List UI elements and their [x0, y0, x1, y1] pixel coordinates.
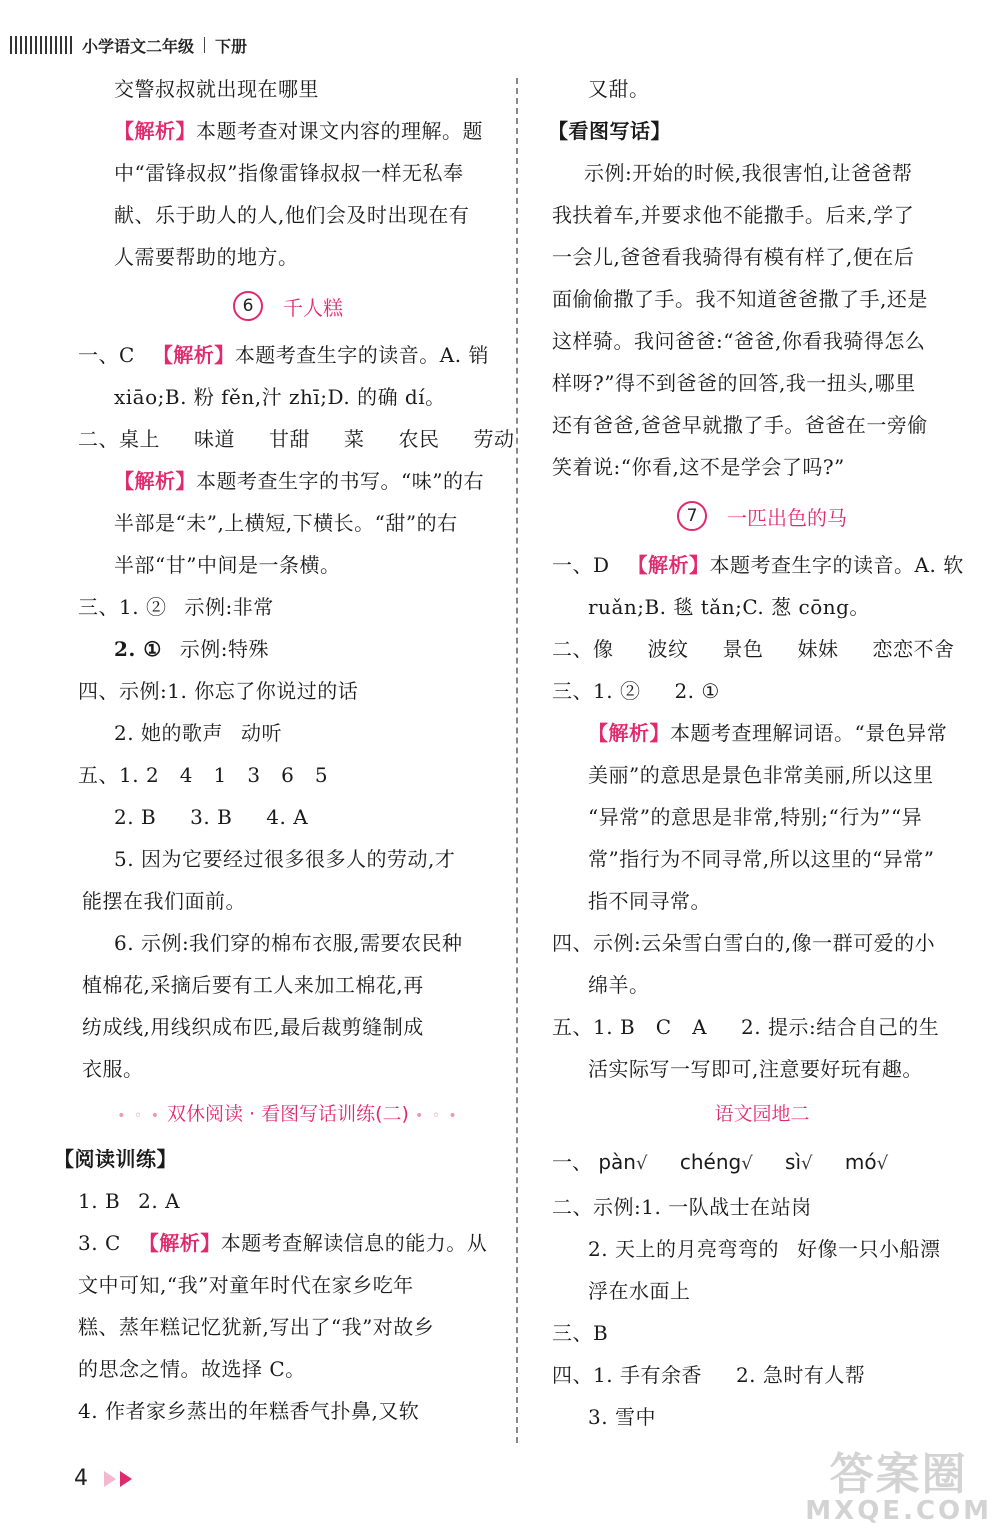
text-line: 面偷偷撒了手。我不知道爸爸撒了手,还是 [552, 287, 928, 311]
watermark-logo: 答案圈 [829, 1449, 968, 1500]
arrow-right-icon [104, 1471, 116, 1487]
text-line: 绵羊。 [588, 973, 650, 997]
text-line: 文中可知,“我”对童年时代在家乡吃年 [78, 1273, 414, 1297]
pinyin-word [845, 1150, 888, 1174]
check-mark-icon: √ [876, 1153, 889, 1174]
answer-text: 2. B [114, 805, 157, 829]
answer-word: 恋恋不舍 [872, 637, 955, 661]
analysis-text: 本题考查生字的读音。A. 销 [234, 343, 489, 367]
analysis-tag: 【解析】 [152, 343, 235, 367]
lesson-number: 6 [233, 291, 263, 321]
watermark [805, 1438, 992, 1526]
text-line: 又甜。 [588, 77, 650, 101]
pinyin-text: mó [844, 1150, 877, 1174]
text-line: 活实际写一写即可,注意要好玩有趣。 [588, 1057, 923, 1081]
lesson-title: 一匹出色的马 [727, 505, 847, 530]
answer-text: 好像一只小船漂 [796, 1237, 941, 1261]
lesson-number: 7 [677, 501, 707, 531]
answer-head: 一、C [78, 343, 135, 367]
text-line: xiāo;B. 粉 fěn,汁 zhī;D. 的确 dí。 [114, 385, 446, 409]
answer-line: 五、1. 2 4 1 3 6 5 [78, 763, 329, 787]
text-line: 3. 雪中 [588, 1405, 656, 1429]
analysis-tag: 【解析】 [627, 553, 710, 577]
text-line: 三、B [552, 1321, 609, 1345]
header-bars-decoration [10, 36, 72, 54]
text-line: 交警叔叔就出现在哪里 [114, 77, 319, 101]
text-line: 植棉花,采摘后要有工人来加工棉花,再 [82, 973, 424, 997]
answer-text: 1. 你忘了你说过的话 [167, 679, 359, 703]
answer-text: 2. ① [674, 679, 720, 703]
answer-line [78, 1222, 498, 1264]
answer-word: 景色 [722, 637, 764, 661]
answer-line [78, 418, 515, 460]
pinyin-answer-line [552, 1138, 972, 1186]
analysis-text: 本题考查生字的书写。“味”的右 [196, 469, 484, 493]
page-header [10, 30, 247, 60]
answer-line [552, 1006, 972, 1048]
page-number: 4 [74, 1466, 88, 1491]
answer-head: 一、D [552, 553, 610, 577]
answer-head: 2. ① [114, 637, 162, 661]
answer-word: 像 [593, 637, 614, 661]
right-column [548, 68, 972, 1438]
answer-line [552, 670, 972, 712]
section-heading [552, 1090, 972, 1138]
pinyin-word [680, 1150, 753, 1174]
answer-text: 五、1. B C A [552, 1015, 708, 1039]
text-line: 常”指行为不同寻常,所以这里的“异常” [588, 847, 935, 871]
analysis-text: 本题考查生字的读音。A. 软 [709, 553, 964, 577]
answer-word: 味道 [194, 427, 235, 451]
text-line: 4. 作者家乡蒸出的年糕香气扑鼻,又软 [78, 1399, 420, 1423]
answer-word: 菜 [344, 427, 365, 451]
text-line: 5. 因为它要经过很多很多人的劳动,才 [114, 847, 456, 871]
text-line: 美丽”的意思是景色非常美丽,所以这里 [588, 763, 934, 787]
answer-text: 示例:特殊 [179, 637, 270, 661]
analysis-text: 本题考查解读信息的能力。从 [220, 1231, 488, 1255]
answer-word: 农民 [398, 427, 440, 451]
answer-head: 二、 [552, 637, 593, 661]
answer-text: 1. B [78, 1189, 121, 1213]
pinyin-word [598, 1150, 647, 1174]
text-line: 还有爸爸,爸爸早就撒了手。爸爸在一旁偷 [552, 413, 928, 437]
page-footer [74, 1466, 136, 1491]
answer-head: 三、1. ② [78, 595, 167, 619]
answer-line [78, 628, 498, 670]
text-line: 样呀?”得不到爸爸的回答,我一扭头,哪里 [552, 371, 916, 395]
dots-decoration: • ◦ • [415, 1108, 459, 1124]
analysis-tag: 【解析】 [114, 469, 196, 493]
answer-line [78, 334, 498, 376]
header-volume: 下册 [215, 36, 248, 56]
answer-text: 示例:非常 [184, 595, 274, 619]
pinyin-text: pàn [598, 1150, 636, 1174]
answer-text: 4. A [266, 805, 309, 829]
analysis-text: 本题考查对课文内容的理解。题 [196, 119, 483, 143]
analysis-line [78, 110, 498, 152]
text-line: 的思念之情。故选择 C。 [78, 1357, 306, 1381]
answer-line [552, 1228, 972, 1270]
text-line: 糕、蒸年糕记忆犹新,写出了“我”对故乡 [78, 1315, 435, 1339]
answer-head: 3. C [78, 1231, 121, 1255]
answer-head: 四、示例: [78, 679, 168, 703]
subsection-heading: 【阅读训练】 [54, 1147, 177, 1171]
pinyin-text: sì [785, 1150, 802, 1174]
lesson-heading [552, 488, 972, 544]
answer-word: 妹妹 [797, 637, 839, 661]
lesson-title: 千人糕 [283, 295, 343, 320]
answer-text: 2. 天上的月亮弯弯的 [588, 1237, 779, 1261]
text-line: 我扶着车,并要求他不能撒手。后来,学了 [552, 203, 915, 227]
answer-head: 二、 [78, 427, 119, 451]
answer-word: 波纹 [647, 637, 689, 661]
text-line: 能摆在我们面前。 [82, 889, 246, 913]
answer-text: 2. 她的歌声 [114, 721, 223, 745]
check-mark-icon: √ [741, 1153, 753, 1174]
answer-word: 桌上 [119, 427, 160, 451]
text-line: 指不同寻常。 [588, 889, 711, 913]
answer-line [552, 1354, 972, 1396]
pinyin-word [785, 1150, 812, 1174]
text-line: 6. 示例:我们穿的棉布衣服,需要农民种 [114, 931, 463, 955]
answer-text: 四、1. 手有余香 [552, 1363, 702, 1387]
text-line: 示例:开始的时候,我很害怕,让爸爸帮 [584, 161, 913, 185]
answer-line [78, 670, 498, 712]
answer-line [78, 586, 498, 628]
answer-text: 3. B [190, 805, 233, 829]
analysis-tag: 【解析】 [114, 119, 196, 143]
answer-text: 三、1. ② [552, 679, 641, 703]
text-line: ruǎn;B. 毯 tǎn;C. 葱 cōng。 [588, 595, 870, 619]
section-heading [78, 1090, 498, 1138]
text-line: 笑着说:“你看,这不是学会了吗?” [552, 455, 845, 479]
check-mark-icon: √ [801, 1153, 813, 1174]
answer-line [78, 796, 498, 838]
analysis-line [552, 712, 972, 754]
text-line: 纺成线,用线织成布匹,最后裁剪缝制成 [82, 1015, 424, 1039]
answer-text: 动听 [240, 721, 282, 745]
analysis-text: 本题考查理解词语。“景色异常 [670, 721, 948, 745]
answer-line [552, 544, 972, 586]
subsection-heading: 【看图写话】 [548, 119, 671, 143]
text-line: “异常”的意思是非常,特别;“行为”“异 [588, 805, 923, 829]
section-title: 双休阅读 · 看图写话训练(二) [167, 1103, 409, 1125]
text-line: 一会儿,爸爸看我骑得有模有样了,便在后 [552, 245, 915, 269]
answer-line [78, 1180, 498, 1222]
left-column [54, 68, 515, 1432]
answer-word: 劳动 [473, 427, 515, 451]
analysis-tag: 【解析】 [138, 1231, 221, 1255]
watermark-url: MXQE.COM [805, 1496, 992, 1526]
answer-line [552, 628, 972, 670]
answer-text: 2. 急时有人帮 [735, 1363, 866, 1387]
text-line: 四、示例:云朵雪白雪白的,像一群可爱的小 [552, 931, 936, 955]
dots-decoration: • ◦ • [117, 1108, 161, 1124]
answer-text: 2. A [138, 1189, 181, 1213]
text-line: 献、乐于助人的人,他们会及时出现在有 [114, 203, 470, 227]
answer-text: 2. 提示:结合自己的生 [741, 1015, 940, 1039]
text-line: 半部是“未”,上横短,下横长。“甜”的右 [114, 511, 458, 535]
column-divider [516, 78, 518, 1443]
answer-line [78, 712, 498, 754]
text-line: 中“雷锋叔叔”指像雷锋叔叔一样无私奉 [114, 161, 464, 185]
text-line: 二、示例:1. 一队战士在站岗 [552, 1195, 812, 1219]
analysis-tag: 【解析】 [588, 721, 670, 745]
pinyin-text: chéng [679, 1150, 742, 1174]
text-line: 人需要帮助的地方。 [114, 245, 299, 269]
text-line: 这样骑。我问爸爸:“爸爸,你看我骑得怎么 [552, 329, 926, 353]
text-line: 衣服。 [82, 1057, 144, 1081]
analysis-line [78, 460, 498, 502]
answer-word: 甘甜 [269, 427, 310, 451]
text-line: 半部“甘”中间是一条横。 [114, 553, 341, 577]
header-subject: 小学语文二年级 [82, 36, 195, 56]
check-mark-icon: √ [636, 1153, 648, 1174]
text-line: 浮在水面上 [588, 1279, 691, 1303]
arrow-right-icon [120, 1471, 132, 1487]
lesson-heading [78, 278, 498, 334]
answer-head: 一、 [552, 1150, 592, 1174]
header-separator [204, 37, 205, 53]
section-title: 语文园地二 [714, 1103, 810, 1125]
